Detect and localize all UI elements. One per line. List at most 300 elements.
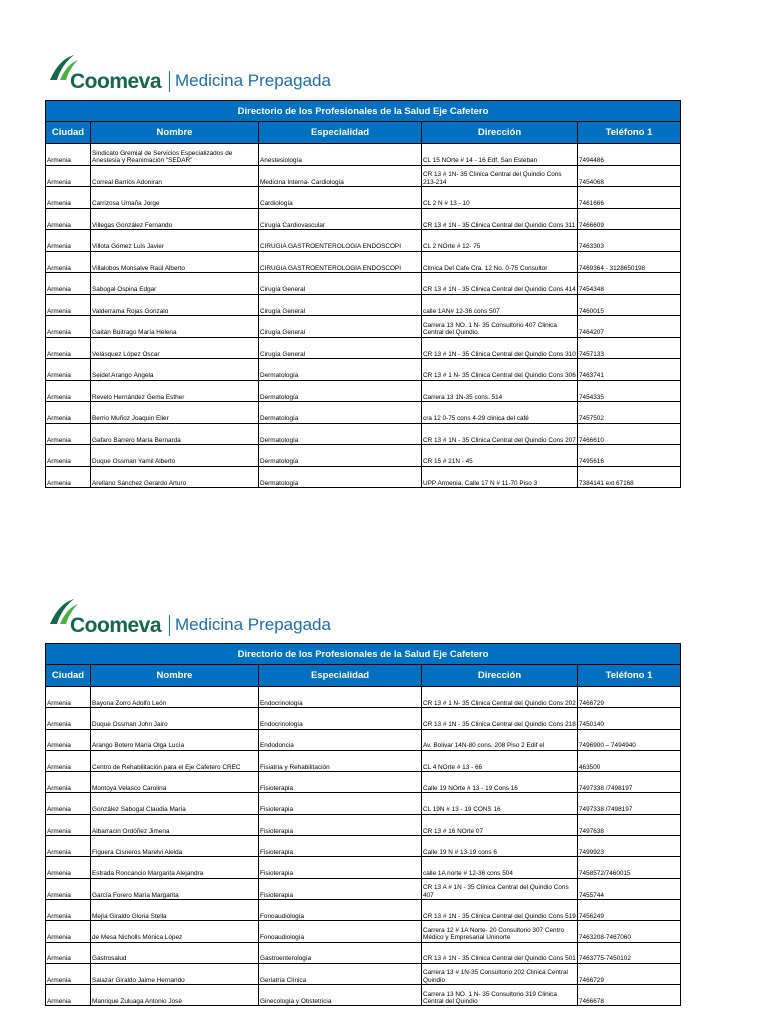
cell-especialidad: [259, 466, 422, 488]
cell-nombre: [91, 165, 259, 187]
cell-telefono: [578, 165, 681, 187]
cell-ciudad: [46, 878, 91, 899]
cell-nombre-text: Gafaro Barrero María Bernarda: [92, 436, 181, 444]
cell-especialidad-text: Fisioterapia: [260, 870, 294, 878]
table-row: [46, 793, 681, 814]
cell-nombre-text: García Forero María Margarita: [92, 891, 179, 899]
cell-nombre: [91, 144, 259, 166]
cell-nombre-text: Villota Gómez Luis Javier: [92, 243, 164, 251]
cell-ciudad-text: Armenia: [47, 372, 71, 380]
cell-direccion-text: CR 13 # 1N - 35 Clinica Central del Quindio Cons 218: [423, 721, 576, 729]
cell-ciudad: [46, 208, 91, 230]
cell-telefono-text: 7466678: [579, 998, 604, 1006]
cell-ciudad: [46, 687, 91, 708]
cell-direccion-text: Calle 19 NOrte # 13 - 19 Cons 16: [423, 785, 518, 793]
table-row: [46, 273, 681, 295]
table-row: [46, 750, 681, 771]
cell-direccion-text: cra 12 0-75 cons 4-29 clinica del café: [423, 415, 529, 423]
cell-telefono: [578, 687, 681, 708]
cell-especialidad: [259, 337, 422, 359]
cell-especialidad: [259, 316, 422, 338]
table-row: [46, 921, 681, 942]
cell-telefono-text: 7497338 /7498197: [579, 806, 633, 814]
cell-direccion-text: CR 13 # 1N - 35 Clinica Central del Quindio Cons 207: [423, 436, 576, 444]
cell-direccion-text: CL 2 N # 13 - 10: [423, 200, 470, 208]
cell-direccion-text: CR 13 # 1N - 35 Clinica Central del Quindio Cons 501: [423, 955, 576, 963]
cell-ciudad: [46, 750, 91, 771]
table-row: [46, 466, 681, 488]
cell-telefono: [578, 230, 681, 252]
cell-especialidad: [259, 708, 422, 729]
cell-direccion: [422, 187, 578, 209]
table-row: [46, 337, 681, 359]
cell-especialidad: [259, 402, 422, 424]
cell-ciudad: [46, 165, 91, 187]
cell-ciudad: [46, 337, 91, 359]
table-row: [46, 687, 681, 708]
cell-ciudad: [46, 466, 91, 488]
cell-direccion: [422, 165, 578, 187]
cell-ciudad-text: Armenia: [47, 763, 71, 771]
cell-direccion: [422, 208, 578, 230]
cell-direccion: [422, 985, 578, 1006]
cell-direccion-text: Carrera 13 # 1N-35 Consultorio 202 Clinica Central Quindio: [423, 969, 568, 984]
cell-telefono: [578, 402, 681, 424]
cell-especialidad-text: Dermatología: [260, 479, 299, 487]
column-headers: [46, 665, 681, 687]
cell-telefono: [578, 316, 681, 338]
cell-nombre: [91, 423, 259, 445]
table-row: [46, 144, 681, 166]
cell-ciudad-text: Armenia: [47, 243, 71, 251]
cell-direccion: [422, 921, 578, 942]
cell-direccion-text: CR 13 # 16 NOrte 07: [423, 827, 484, 835]
cell-especialidad: [259, 445, 422, 467]
cell-telefono: [578, 445, 681, 467]
cell-ciudad-text: Armenia: [47, 955, 71, 963]
cell-especialidad-text: Dermatología: [260, 393, 299, 401]
cell-ciudad-text: Armenia: [47, 848, 71, 856]
cell-direccion-text: CR 13 # 1N - 35 Clinica Central del Quindio Cons 519: [423, 912, 576, 920]
cell-especialidad-text: CIRUGIA GASTROENTEROLOGÍA ENDOSCOPI: [260, 264, 401, 272]
cell-direccion: [422, 359, 578, 381]
cell-telefono-text: 7463741: [579, 372, 604, 380]
cell-ciudad: [46, 380, 91, 402]
cell-nombre-text: Sindicato Gremial de Servicios Especializados de Anestesia y Reanimación "SEDAR": [92, 149, 233, 165]
brand-subtitle: Medicina Prepagada: [175, 615, 331, 634]
cell-direccion-text: Carrera 13 1N-35 cons. 514: [423, 393, 503, 401]
cell-nombre: [91, 814, 259, 835]
cell-direccion: [422, 144, 578, 166]
cell-telefono-text: 7455744: [579, 891, 604, 899]
cell-ciudad: [46, 273, 91, 295]
cell-direccion-text: Clínica Del Cafe Cra. 12 No. 0-75 Consultor: [423, 264, 548, 272]
cell-telefono-text: 7457133: [579, 350, 604, 358]
table-row: [46, 772, 681, 793]
cell-especialidad: [259, 187, 422, 209]
cell-especialidad-text: Gastroenterología: [260, 955, 312, 963]
cell-direccion: [422, 814, 578, 835]
cell-nombre-text: Gaitán Buitrago María Helena: [92, 329, 177, 337]
cell-nombre: [91, 942, 259, 963]
table-row: [46, 165, 681, 187]
cell-nombre: [91, 466, 259, 488]
cell-especialidad-text: Fisioterapia: [260, 848, 294, 856]
cell-direccion-text: CR 13 # 1N - 35 Clinica Central del Quindio Cons 311: [423, 221, 576, 229]
cell-nombre: [91, 445, 259, 467]
cell-direccion: [422, 402, 578, 424]
cell-especialidad-text: Cardiología: [260, 200, 293, 208]
cell-nombre: [91, 963, 259, 984]
brand-name: Coomeva: [70, 614, 162, 637]
cell-nombre-text: Salazar Giraldo Jaime Hernando: [92, 976, 185, 984]
cell-nombre-text: Velásquez López Oscar: [92, 350, 160, 358]
cell-telefono-text: 7463303: [579, 243, 604, 251]
table-row: [46, 380, 681, 402]
cell-ciudad-text: Armenia: [47, 157, 71, 165]
cell-telefono-text: 7466610: [579, 436, 604, 444]
cell-ciudad-text: Armenia: [47, 827, 71, 835]
cell-especialidad: [259, 208, 422, 230]
cell-especialidad: [259, 942, 422, 963]
cell-nombre: [91, 878, 259, 899]
brand-separator: [169, 615, 170, 636]
cell-telefono-text: 7463208-7467060: [579, 934, 631, 942]
header-especialidad: Especialidad: [259, 665, 422, 687]
cell-especialidad: [259, 750, 422, 771]
cell-telefono-text: 7460015: [579, 307, 604, 315]
cell-direccion: [422, 337, 578, 359]
brand-name: Coomeva: [70, 70, 162, 93]
cell-direccion-text: CR 13 A # 1N - 35 Clinica Central del Quindio Cons 407: [423, 884, 569, 899]
cell-ciudad: [46, 793, 91, 814]
cell-ciudad-text: Armenia: [47, 350, 71, 358]
cell-ciudad-text: Armenia: [47, 200, 71, 208]
cell-direccion: [422, 899, 578, 920]
cell-telefono-text: 7466609: [579, 221, 604, 229]
cell-nombre: [91, 921, 259, 942]
cell-telefono: [578, 423, 681, 445]
table-row: [46, 294, 681, 316]
cell-especialidad: [259, 251, 422, 273]
cell-nombre: [91, 899, 259, 920]
cell-direccion: [422, 963, 578, 984]
cell-nombre: [91, 708, 259, 729]
cell-nombre: [91, 772, 259, 793]
cell-nombre-text: Arango Botero María Olga Lucía: [92, 742, 185, 750]
cell-ciudad: [46, 445, 91, 467]
cell-telefono-text: 7456249: [579, 912, 604, 920]
cell-direccion: [422, 316, 578, 338]
cell-especialidad-text: Fisioterapia: [260, 827, 294, 835]
cell-ciudad-text: Armenia: [47, 998, 71, 1006]
cell-direccion-text: CR 13 # 1 N- 35 Clinica Central del Quindio Cons 306: [423, 372, 576, 380]
cell-especialidad-text: Cirugía General: [260, 307, 306, 315]
cell-direccion: [422, 466, 578, 488]
cell-telefono: [578, 921, 681, 942]
cell-telefono-text: 7496900 – 7494940: [579, 742, 636, 750]
cell-direccion-text: CL 15 NOrte # 14 - 16 Edf. San Esteban: [423, 157, 538, 165]
cell-ciudad-text: Armenia: [47, 415, 71, 423]
cell-telefono: [578, 772, 681, 793]
cell-ciudad: [46, 294, 91, 316]
cell-telefono-text: 7464207: [579, 329, 604, 337]
cell-nombre: [91, 251, 259, 273]
cell-telefono: [578, 144, 681, 166]
header-direccion: Dirección: [422, 122, 578, 144]
cell-nombre-text: Mejía Giraldo Gloria Stella: [92, 912, 167, 920]
table-row: [46, 836, 681, 857]
cell-ciudad: [46, 230, 91, 252]
cell-nombre: [91, 337, 259, 359]
cell-especialidad-text: Cirugía General: [260, 286, 306, 294]
cell-especialidad: [259, 144, 422, 166]
table-row: [46, 708, 681, 729]
cell-direccion-text: CR 13 # 1N - 35 Clinica Central del Quindio Cons 310: [423, 350, 576, 358]
cell-nombre: [91, 294, 259, 316]
cell-direccion: [422, 445, 578, 467]
table-row: [46, 316, 681, 338]
brand-separator: [169, 71, 170, 92]
cell-nombre: [91, 985, 259, 1006]
cell-especialidad: [259, 273, 422, 295]
cell-ciudad-text: Armenia: [47, 479, 71, 487]
cell-especialidad: [259, 294, 422, 316]
cell-telefono-text: 7457502: [579, 415, 604, 423]
cell-nombre-text: Arellano Sánchez Gerardo Arturo: [92, 479, 187, 487]
table-row: [46, 899, 681, 920]
cell-ciudad-text: Armenia: [47, 785, 71, 793]
table-title: Directorio de los Profesionales de la Salud Eje Cafetero: [46, 644, 681, 665]
cell-ciudad: [46, 708, 91, 729]
cell-direccion: [422, 273, 578, 295]
cell-nombre-text: Duque Ossman John Jairo: [92, 721, 168, 729]
cell-ciudad: [46, 942, 91, 963]
cell-telefono-text: 7458572/7460015: [579, 870, 631, 878]
cell-telefono: [578, 878, 681, 899]
cell-especialidad-text: Cirugía General: [260, 329, 306, 337]
cell-nombre-text: Correal Barrios Adoniran: [92, 178, 162, 186]
cell-direccion-text: CR 13 # 1 N- 35 Clinica Central del Quindio Cons 202: [423, 699, 576, 707]
cell-especialidad-text: Fonoaudiología: [260, 934, 305, 942]
cell-direccion: [422, 423, 578, 445]
cell-ciudad: [46, 144, 91, 166]
cell-nombre-text: de Mesa Nicholls Mónica López: [92, 934, 183, 942]
cell-telefono-text: 7497638: [579, 827, 604, 835]
cell-nombre-text: Montoya Velasco Carolina: [92, 785, 167, 793]
cell-nombre-text: Centro de Rehabilitación para el Eje Cafetero CREC: [92, 763, 241, 771]
table-row: [46, 359, 681, 381]
cell-ciudad: [46, 814, 91, 835]
cell-nombre-text: Manrique Zuluaga Antonio José: [92, 998, 182, 1006]
cell-telefono: [578, 857, 681, 878]
table-row: [46, 423, 681, 445]
table-row: [46, 985, 681, 1006]
cell-telefono-text: 7469364 - 3128650198: [579, 264, 646, 272]
cell-nombre-text: Figuera Cisneros Marelvi Aleida: [92, 848, 183, 856]
cell-telefono: [578, 208, 681, 230]
table-row: [46, 942, 681, 963]
cell-direccion: [422, 857, 578, 878]
cell-especialidad-text: Fisioterapia: [260, 785, 294, 793]
brand-subtitle: Medicina Prepagada: [175, 71, 331, 90]
cell-nombre: [91, 402, 259, 424]
cell-nombre: [91, 316, 259, 338]
cell-direccion: [422, 380, 578, 402]
cell-especialidad-text: Fisioterapia: [260, 806, 294, 814]
cell-especialidad: [259, 230, 422, 252]
cell-direccion-text: CR 13 # 1N - 35 Clinica Central del Quindio Cons 414: [423, 286, 576, 294]
cell-telefono: [578, 466, 681, 488]
cell-especialidad: [259, 899, 422, 920]
cell-ciudad-text: Armenia: [47, 870, 71, 878]
cell-direccion: [422, 251, 578, 273]
cell-nombre: [91, 857, 259, 878]
cell-direccion-text: Calle 19 N # 13-19 cons 6: [423, 848, 497, 856]
cell-especialidad-text: Endodoncia: [260, 742, 294, 750]
cell-nombre: [91, 273, 259, 295]
cell-ciudad: [46, 251, 91, 273]
cell-telefono-text: 7384141 ext 67168: [579, 479, 634, 487]
cell-telefono: [578, 750, 681, 771]
cell-direccion: [422, 878, 578, 899]
cell-ciudad-text: Armenia: [47, 329, 71, 337]
cell-ciudad-text: Armenia: [47, 742, 71, 750]
table-row: [46, 445, 681, 467]
cell-ciudad-text: Armenia: [47, 912, 71, 920]
cell-especialidad-text: Cirugía Cardiovascular: [260, 221, 325, 229]
cell-direccion-text: calle 1AN# 12-36 cons 507: [423, 307, 500, 315]
cell-direccion: [422, 942, 578, 963]
cell-ciudad-text: Armenia: [47, 976, 71, 984]
cell-nombre-text: Villalobos Monsalve Raúl Alberto: [92, 264, 185, 272]
cell-especialidad: [259, 423, 422, 445]
cell-telefono-text: 7495616: [579, 458, 604, 466]
cell-ciudad-text: Armenia: [47, 286, 71, 294]
cell-especialidad-text: Dermatología: [260, 415, 299, 423]
directory-table-1: [45, 100, 681, 488]
cell-direccion-text: CL 19N # 13 - 19 CONS 16: [423, 806, 501, 814]
cell-especialidad-text: CIRUGIA GASTROENTEROLOGÍA ENDOSCOPI: [260, 243, 401, 251]
coomeva-logo: [48, 596, 348, 642]
cell-especialidad: [259, 836, 422, 857]
cell-nombre-text: Seidel Arango Ángela: [92, 372, 154, 380]
cell-ciudad-text: Armenia: [47, 458, 71, 466]
cell-nombre: [91, 729, 259, 750]
header-nombre: Nombre: [91, 665, 259, 687]
cell-direccion-text: CL 2 NOrte # 12- 75: [423, 243, 481, 251]
header-ciudad: Ciudad: [46, 122, 91, 144]
cell-nombre-text: Sabogal Ospina Edgar: [92, 286, 157, 294]
cell-direccion: [422, 836, 578, 857]
cell-especialidad: [259, 793, 422, 814]
cell-nombre: [91, 359, 259, 381]
table-row: [46, 230, 681, 252]
header-direccion: Dirección: [422, 665, 578, 687]
cell-especialidad-text: Fonoaudiología: [260, 912, 305, 920]
cell-ciudad-text: Armenia: [47, 264, 71, 272]
cell-direccion: [422, 230, 578, 252]
cell-telefono: [578, 793, 681, 814]
cell-ciudad-text: Armenia: [47, 221, 71, 229]
table-row: [46, 208, 681, 230]
cell-telefono-text: 463500: [579, 763, 601, 771]
table-row: [46, 857, 681, 878]
header-especialidad: Especialidad: [259, 122, 422, 144]
cell-especialidad: [259, 814, 422, 835]
cell-direccion-text: CR 15 # 21N - 45: [423, 458, 473, 466]
cell-ciudad-text: Armenia: [47, 891, 71, 899]
cell-nombre: [91, 793, 259, 814]
cell-ciudad: [46, 402, 91, 424]
cell-nombre-text: Villegas González Fernando: [92, 221, 173, 229]
cell-especialidad: [259, 165, 422, 187]
coomeva-logo: [48, 52, 348, 98]
cell-direccion: [422, 708, 578, 729]
cell-ciudad: [46, 729, 91, 750]
cell-telefono: [578, 251, 681, 273]
table-row: [46, 251, 681, 273]
header-telefono: Teléfono 1: [578, 665, 681, 687]
cell-ciudad: [46, 899, 91, 920]
cell-especialidad-text: Dermatología: [260, 372, 299, 380]
cell-especialidad: [259, 772, 422, 793]
cell-ciudad: [46, 985, 91, 1006]
cell-ciudad-text: Armenia: [47, 393, 71, 401]
cell-ciudad-text: Armenia: [47, 699, 71, 707]
cell-direccion: [422, 793, 578, 814]
cell-ciudad-text: Armenia: [47, 178, 71, 186]
cell-ciudad-text: Armenia: [47, 436, 71, 444]
cell-telefono: [578, 836, 681, 857]
cell-direccion-text: UPP Armenia, Calle 17 N # 11-70 Piso 3: [423, 479, 538, 487]
cell-telefono: [578, 273, 681, 295]
cell-ciudad: [46, 963, 91, 984]
cell-nombre-text: Berrio Muñoz Joaquin Elier: [92, 415, 169, 423]
cell-direccion-text: CL 4 NOrte # 13 - 66: [423, 763, 483, 771]
cell-telefono: [578, 187, 681, 209]
cell-direccion-text: Av. Bolivar 14N-80 cons. 208 Piso 2 Edif el: [423, 742, 545, 750]
column-headers: [46, 122, 681, 144]
cell-nombre: [91, 687, 259, 708]
cell-nombre-text: Estrada Roncancio Margarita Alejandra: [92, 870, 204, 878]
cell-telefono-text: 7466729: [579, 976, 604, 984]
cell-nombre: [91, 836, 259, 857]
cell-especialidad-text: Fisiatría y Rehabilitación: [260, 763, 330, 771]
cell-telefono-text: 7461666: [579, 200, 604, 208]
cell-telefono: [578, 359, 681, 381]
header-telefono: Teléfono 1: [578, 122, 681, 144]
cell-nombre: [91, 750, 259, 771]
cell-nombre-text: Carrizosa Umaña Jorge: [92, 200, 160, 208]
cell-nombre-text: Duque Ossman Yamil Alberto: [92, 458, 176, 466]
cell-especialidad: [259, 878, 422, 899]
cell-nombre: [91, 208, 259, 230]
cell-telefono: [578, 380, 681, 402]
cell-especialidad-text: Medicina Interna- Cardiología: [260, 178, 344, 186]
table-row: [46, 963, 681, 984]
cell-especialidad: [259, 359, 422, 381]
table-row: [46, 187, 681, 209]
cell-telefono-text: 7450140: [579, 721, 604, 729]
cell-ciudad-text: Armenia: [47, 806, 71, 814]
cell-especialidad: [259, 857, 422, 878]
table-row: [46, 878, 681, 899]
header-ciudad: Ciudad: [46, 665, 91, 687]
cell-nombre-text: Albarracin Ordóñez Jimena: [92, 827, 170, 835]
cell-direccion: [422, 750, 578, 771]
cell-nombre: [91, 380, 259, 402]
